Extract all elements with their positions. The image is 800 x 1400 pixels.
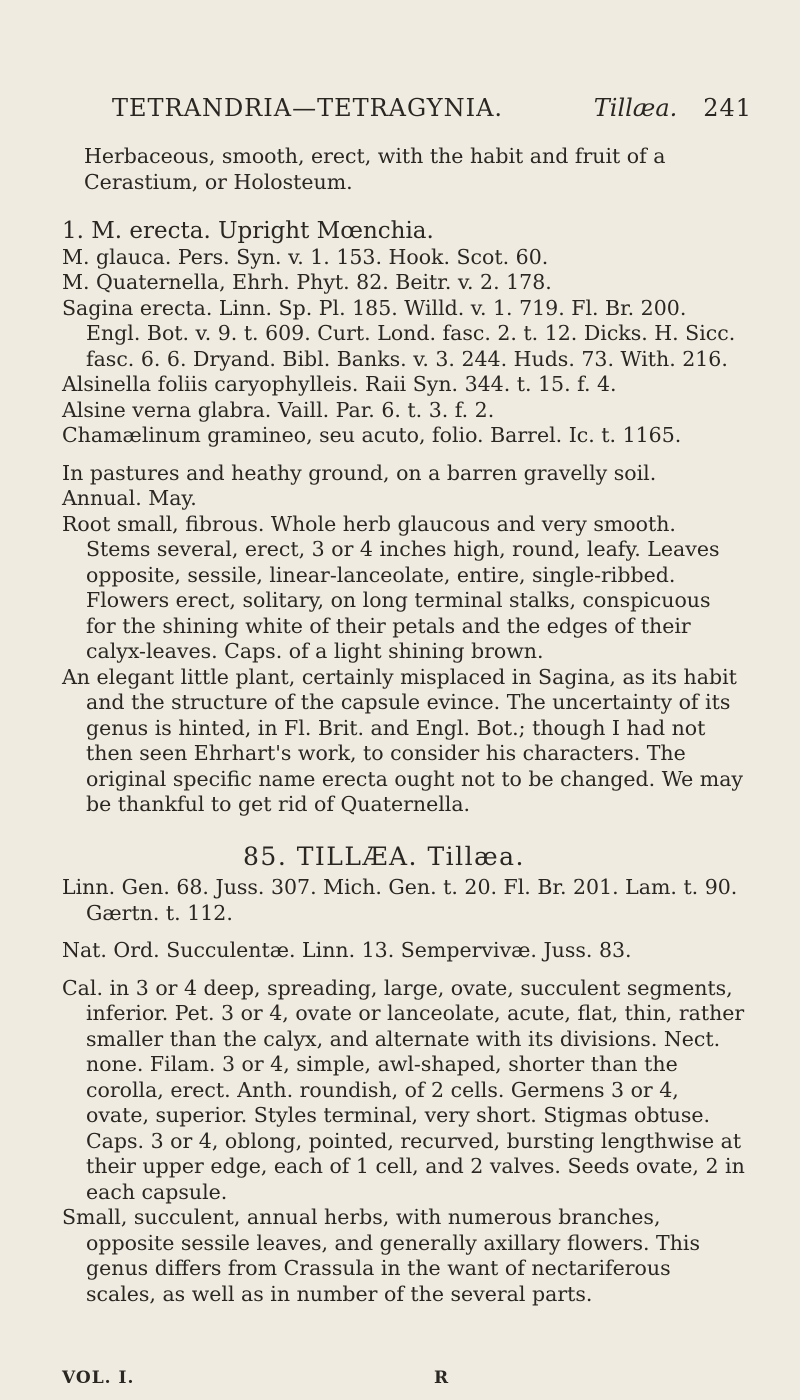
header-genus: Tillæa.: [593, 94, 678, 122]
genus-habit: Small, succulent, annual herbs, with numerous branches, opposite sessile leaves, and generally axillary flowers. This genus differs from Crassula in the want of nectariferous scales, as well as in number of the several parts.: [62, 1205, 700, 1306]
volume-label: VOL. I.: [62, 1368, 135, 1388]
synonym-line: M. Quaternella, Ehrh. Phyt. 82. Beitr. v. 2. 178.: [62, 270, 552, 294]
species-title: 1. M. erecta. Upright Mœnchia.: [62, 218, 434, 244]
generic-character: Cal. in 3 or 4 deep, spreading, large, ovate, succulent segments, inferior. Pet. 3 or 4, ovate or lanceolate, acute, flat, thin, rather smaller than the calyx, and alternate with its divisions. Nect. none. Filam. 3 or 4, simple, awl-shaped, shorter than the corolla, erect. Anth. roundish, of 2 cells. Germens 3 or 4, ovate, superior. Styles terminal, very short. Stigmas obtuse. Caps. 3 or 4, oblong, pointed, recurved, bursting lengthwise at their upper edge, each of 1 cell, and 2 valves. Seeds ovate, 2 in each capsule.: [62, 975, 745, 1204]
page-footer: [62, 1368, 740, 1388]
signature-mark: R: [434, 1368, 450, 1388]
genus-intro: Herbaceous, smooth, erect, with the habit and fruit of a Cerastium, or Holosteum.: [84, 144, 666, 194]
synonym-line: Chamælinum gramineo, seu acuto, folio. Barrel. Ic. t. 1165.: [62, 423, 682, 447]
synonym-line: Alsine verna glabra. Vaill. Par. 6. t. 3. f. 2.: [62, 397, 495, 422]
page-body: [62, 144, 746, 1307]
synonym-line: Alsinella foliis caryophylleis. Raii Syn. 344. t. 15. f. 4.: [62, 372, 617, 396]
header-right: [594, 94, 752, 122]
duration: Annual. May.: [62, 486, 197, 510]
running-header: [112, 94, 752, 122]
natural-order: Nat. Ord. Succulentæ. Linn. 13. Sempervivæ. Juss. 83.: [62, 938, 632, 962]
genus-title: 85. TILLÆA. Tillæa.: [243, 841, 525, 871]
species-remarks: An elegant little plant, certainly misplaced in Sagina, as its habit and the structure of the capsule evince. The uncertainty of its genus is hinted, in Fl. Brit. and Engl. Bot.; though I had not then seen Ehrhart's work, to consider his characters. The original specific name erecta ought not to be changed. We may be thankful to get rid of Quaternella.: [62, 664, 743, 816]
synonym-line: Sagina erecta. Linn. Sp. Pl. 185. Willd. v. 1. 719. Fl. Br. 200. Engl. Bot. v. 9. t. 609. Curt. Lond. fasc. 2. t. 12. Dicks. H. Sicc. fasc. 6. 6. Dryand. Bibl. Banks. v. 3. 244. Huds. 73. With. 216.: [62, 295, 736, 371]
habitat: In pastures and heathy ground, on a barren gravelly soil.: [62, 460, 657, 485]
species-description: Root small, fibrous. Whole herb glaucous and very smooth. Stems several, erect, 3 or 4 inches high, round, leafy. Leaves opposite, sessile, linear-lanceolate, entire, single-ribbed. Flowers erect, solitary, on long terminal stalks, conspicuous for the shining white of their petals and the edges of their calyx-leaves. Caps. of a light shining brown.: [62, 511, 720, 663]
synonym-line: M. glauca. Pers. Syn. v. 1. 153. Hook. Scot. 60.: [62, 244, 549, 269]
running-title: TETRANDRIA—TETRAGYNIA.: [112, 94, 504, 122]
genus-references: Linn. Gen. 68. Juss. 307. Mich. Gen. t. 20. Fl. Br. 201. Lam. t. 90. Gærtn. t. 112.: [62, 875, 738, 925]
page-number: 241: [703, 94, 752, 122]
synonym-list: [62, 245, 746, 449]
